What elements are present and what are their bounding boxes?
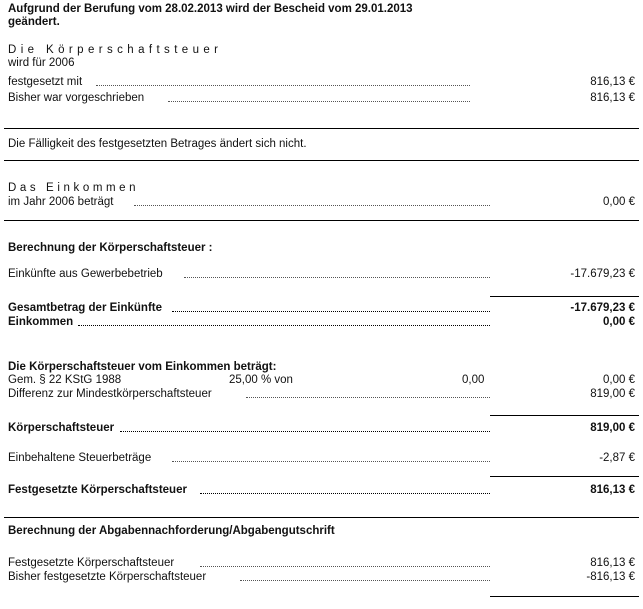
festgesetzt-amount: 816,13 € (590, 76, 635, 88)
differenz-amount: 819,00 € (590, 388, 635, 400)
berechnung-heading: Berechnung der Körperschaftsteuer : (8, 242, 213, 254)
kst-amount: 819,00 € (590, 422, 635, 434)
divider (4, 160, 639, 161)
festgesetzte-kst-label: Festgesetzte Körperschaftsteuer (8, 484, 187, 496)
einkommen-title: Das Einkommen (8, 182, 140, 194)
leader-dots (172, 311, 490, 312)
gem-kstg-amount: 0,00 € (603, 374, 635, 386)
sum-rule (490, 476, 639, 477)
kst-title: Die Körperschaftsteuer (8, 44, 223, 56)
leader-dots (172, 461, 490, 462)
einkommen-jahr-label: im Jahr 2006 beträgt (8, 196, 114, 208)
nf-bisher-label: Bisher festgesetzte Körperschaftsteuer (8, 571, 207, 583)
einkommen-label: Einkommen (8, 316, 74, 328)
leader-dots (96, 85, 470, 86)
gem-kstg-rate: 25,00 % von (229, 374, 293, 386)
divider (4, 517, 639, 518)
gesamtbetrag-label: Gesamtbetrag der Einkünfte (8, 302, 163, 314)
divider (4, 128, 639, 129)
kst-label: Körperschaftsteuer (8, 422, 115, 434)
bisher-label: Bisher war vorgeschrieben (8, 92, 145, 104)
nf-festgesetzt-label: Festgesetzte Körperschaftsteuer (8, 557, 175, 569)
nachforderung-heading: Berechnung der Abgabennachforderung/Abgabengutschrift (8, 525, 335, 537)
header-line-2: geändert. (8, 16, 60, 28)
gesamtbetrag-amount: -17.679,23 € (570, 302, 635, 314)
sum-rule (490, 415, 639, 416)
bisher-amount: 816,13 € (590, 92, 635, 104)
gewerbe-amount: -17.679,23 € (570, 268, 635, 280)
leader-dots (200, 566, 490, 567)
faelligkeit-text: Die Fälligkeit des festgesetzten Betrages ändert sich nicht. (8, 138, 307, 150)
leader-dots (184, 277, 490, 278)
einkommen-jahr-amount: 0,00 € (603, 196, 635, 208)
leader-dots (240, 580, 490, 581)
gem-kstg-label: Gem. § 22 KStG 1988 (8, 374, 122, 386)
einbehalten-amount: -2,87 € (599, 452, 635, 464)
divider (4, 220, 639, 221)
header-line-1: Aufgrund der Berufung vom 28.02.2013 wird der Bescheid vom 29.01.2013 (8, 3, 413, 15)
leader-dots (168, 101, 470, 102)
gewerbe-label: Einkünfte aus Gewerbebetrieb (8, 268, 163, 280)
sum-rule (490, 596, 639, 597)
nf-bisher-amount: -816,13 € (586, 571, 635, 583)
einbehalten-label: Einbehaltene Steuerbeträge (8, 452, 152, 464)
gem-kstg-base: 0,00 (462, 374, 485, 386)
kst-vom-einkommen-heading: Die Körperschaftsteuer vom Einkommen beträgt: (8, 361, 277, 373)
differenz-label: Differenz zur Mindestkörperschaftsteuer (8, 388, 212, 400)
leader-dots (134, 205, 490, 206)
festgesetzte-kst-amount: 816,13 € (590, 484, 635, 496)
kst-year-line: wird für 2006 (8, 57, 75, 69)
einkommen-amount: 0,00 € (603, 316, 635, 328)
festgesetzt-label: festgesetzt mit (8, 76, 83, 88)
leader-dots (200, 493, 490, 494)
leader-dots (78, 325, 490, 326)
nf-festgesetzt-amount: 816,13 € (590, 557, 635, 569)
sum-rule (490, 296, 639, 297)
leader-dots (120, 431, 490, 432)
leader-dots (246, 397, 490, 398)
